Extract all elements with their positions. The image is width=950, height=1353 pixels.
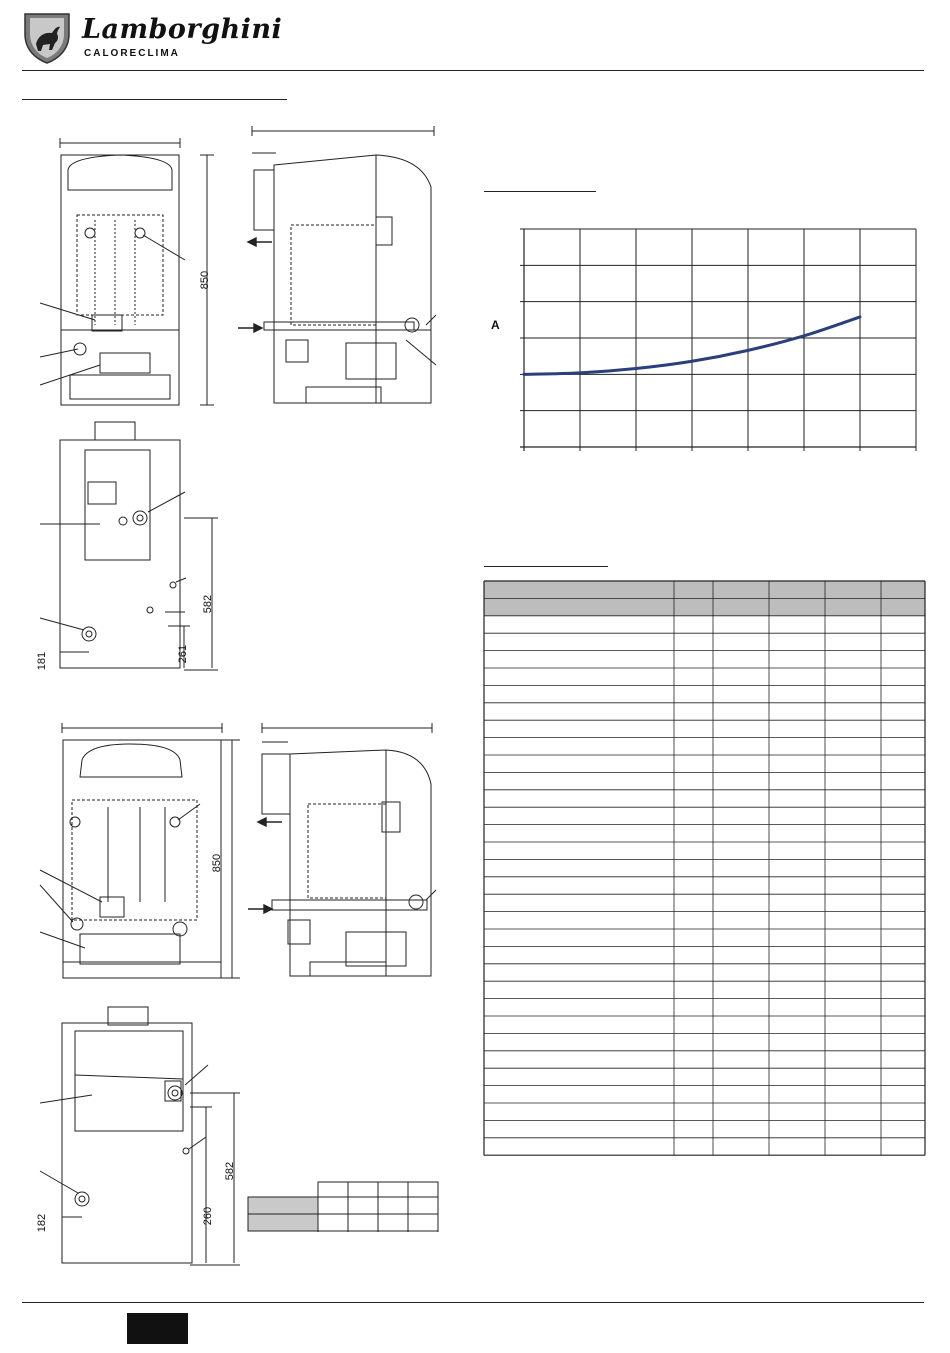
dimension-181-top: 181 [36,651,48,671]
header-rule [22,70,924,71]
dimension-850-top: 850 [199,270,211,290]
shield-bull-logo-icon [22,10,72,64]
boiler-side-view-top [236,125,446,410]
pressure-loss-chart [518,223,918,453]
chart-section-title-underline [484,191,596,192]
boiler-rear-view-top [40,420,225,670]
brand-name: Lamborghini [82,14,283,45]
boiler-side-view-bottom [246,722,446,984]
dimension-850-bottom: 850 [211,853,223,873]
y-axis-label: A [491,318,500,332]
technical-data-table [484,581,926,1171]
table-section-title-underline [484,566,608,567]
small-dimension-table [248,1182,440,1232]
logo-shield [22,10,72,64]
boiler-front-view-bottom [40,722,235,990]
page-number-tab [127,1313,188,1344]
brand-subtitle: CALORECLIMA [84,48,180,59]
dimension-261-top: 261 [177,644,189,664]
boiler-front-view-top [40,135,220,415]
chart-axes [520,229,916,451]
footer-rule [22,1302,924,1303]
dimension-582-bottom: 582 [224,1161,236,1181]
dimension-582-top: 582 [202,594,214,614]
section-title-underline [22,99,287,100]
dimension-182-bottom: 182 [36,1213,48,1233]
dimension-260-bottom: 260 [202,1206,214,1226]
chart-grid [520,229,916,451]
